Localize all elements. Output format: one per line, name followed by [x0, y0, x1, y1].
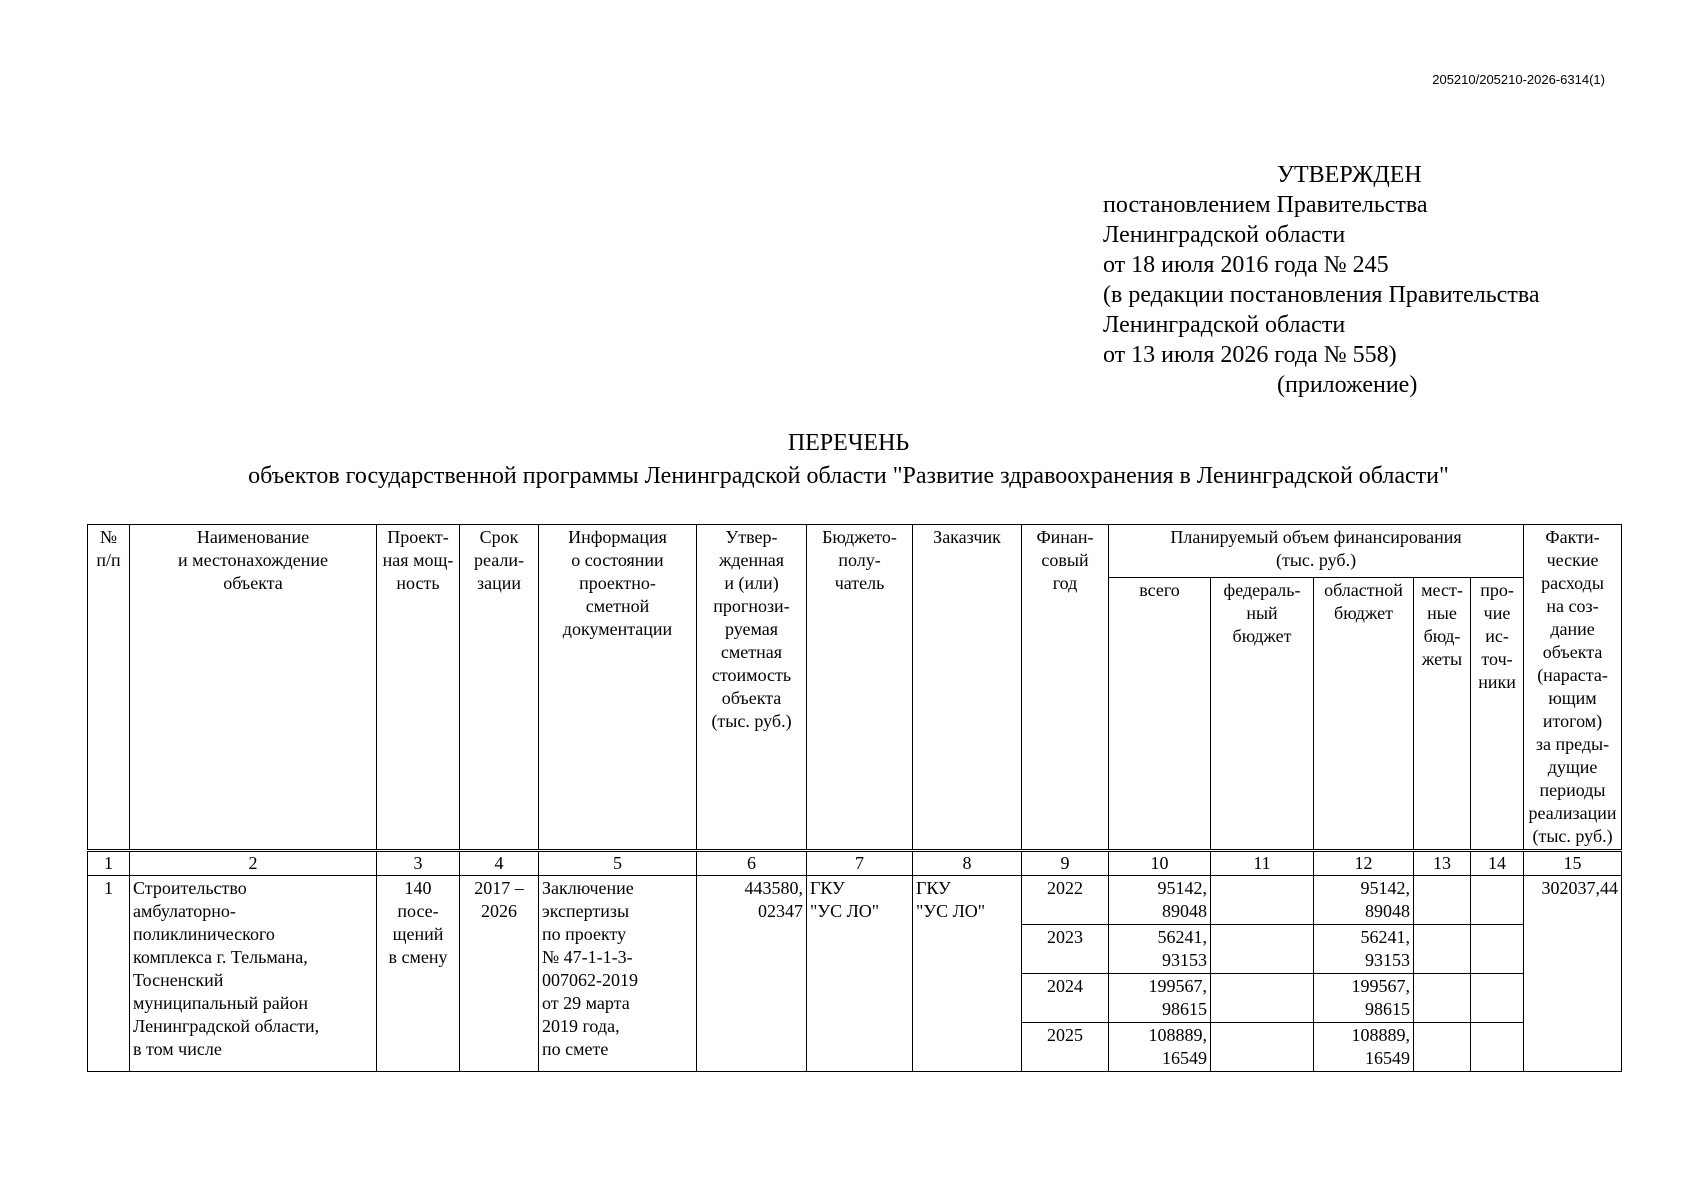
object-customer: ГКУ "УС ЛО"	[913, 876, 1022, 1072]
regional-cell: 199567, 98615	[1314, 974, 1414, 1023]
approval-line: (в редакции постановления Правительства	[1103, 282, 1540, 308]
row-num: 1	[88, 876, 130, 1072]
header-actual: Факти- ческие расходы на соз- дание объекта (нараста- ющим итогом) за преды- дущие периоды реализации (тыс. руб.)	[1524, 525, 1622, 851]
column-number: 4	[460, 851, 539, 876]
column-number: 11	[1211, 851, 1314, 876]
other-cell	[1471, 876, 1524, 925]
regional-cell: 56241, 93153	[1314, 925, 1414, 974]
total-cell: 56241, 93153	[1109, 925, 1211, 974]
column-number: 7	[807, 851, 913, 876]
header-customer: Заказчик	[913, 525, 1022, 851]
column-number: 12	[1314, 851, 1414, 876]
object-docs: Заключение экспертизы по проекту № 47-1-1-3- 007062-2019 от 29 марта 2019 года, по смете	[539, 876, 697, 1072]
other-cell	[1471, 925, 1524, 974]
federal-cell	[1211, 974, 1314, 1023]
header-capacity: Проект- ная мощ- ность	[377, 525, 460, 851]
total-cell: 108889, 16549	[1109, 1023, 1211, 1072]
column-number: 10	[1109, 851, 1211, 876]
column-number: 13	[1414, 851, 1471, 876]
objects-table	[87, 524, 1622, 1072]
column-number: 3	[377, 851, 460, 876]
list-title: ПЕРЕЧЕНЬ	[787, 430, 910, 456]
federal-cell	[1211, 925, 1314, 974]
list-subtitle: объектов государственной программы Ленинградской области "Развитие здравоохранения в Ленинградской области"	[248, 463, 1449, 489]
year-cell: 2025	[1022, 1023, 1109, 1072]
column-number: 5	[539, 851, 697, 876]
year-cell: 2022	[1022, 876, 1109, 925]
header-total: всего	[1109, 578, 1211, 851]
total-cell: 95142, 89048	[1109, 876, 1211, 925]
approval-line: постановлением Правительства	[1103, 192, 1428, 218]
local-cell	[1414, 1023, 1471, 1072]
object-period: 2017 – 2026	[460, 876, 539, 1072]
header-recipient: Бюджето- полу- чатель	[807, 525, 913, 851]
federal-cell	[1211, 876, 1314, 925]
approval-line: от 13 июля 2026 года № 558)	[1103, 342, 1397, 368]
local-cell	[1414, 925, 1471, 974]
local-cell	[1414, 974, 1471, 1023]
other-cell	[1471, 1023, 1524, 1072]
total-cell: 199567, 98615	[1109, 974, 1211, 1023]
column-number: 15	[1524, 851, 1622, 876]
other-cell	[1471, 974, 1524, 1023]
local-cell	[1414, 876, 1471, 925]
year-cell: 2024	[1022, 974, 1109, 1023]
header-planned-financing: Планируемый объем финансирования (тыс. руб.)	[1109, 525, 1524, 578]
regional-cell: 108889, 16549	[1314, 1023, 1414, 1072]
actual-expenses: 302037,44	[1524, 876, 1622, 1072]
header-local: мест- ные бюд- жеты	[1414, 578, 1471, 851]
column-number: 9	[1022, 851, 1109, 876]
object-cost: 443580, 02347	[697, 876, 807, 1072]
object-recipient: ГКУ "УС ЛО"	[807, 876, 913, 1072]
approval-appendix: (приложение)	[1277, 372, 1418, 398]
column-number: 1	[88, 851, 130, 876]
column-number: 2	[130, 851, 377, 876]
column-number: 6	[697, 851, 807, 876]
header-period: Срок реали- зации	[460, 525, 539, 851]
header-regional: областной бюджет	[1314, 578, 1414, 851]
approval-line: от 18 июля 2016 года № 245	[1103, 252, 1389, 278]
regional-cell: 95142, 89048	[1314, 876, 1414, 925]
header-federal: федераль- ный бюджет	[1211, 578, 1314, 851]
header-year: Финан- совый год	[1022, 525, 1109, 851]
column-number-row	[88, 851, 1622, 876]
approval-line: Ленинградской области	[1103, 312, 1346, 338]
federal-cell	[1211, 1023, 1314, 1072]
header-num: № п/п	[88, 525, 130, 851]
approval-line: Ленинградской области	[1103, 222, 1346, 248]
approval-block	[1103, 160, 1540, 400]
header-other: про- чие ис- точ- ники	[1471, 578, 1524, 851]
header-cost: Утвер- жденная и (или) прогнози- руемая сметная стоимость объекта (тыс. руб.)	[697, 525, 807, 851]
table-row	[88, 876, 1622, 925]
object-capacity: 140 посе- щений в смену	[377, 876, 460, 1072]
object-name: Строительство амбулаторно- поликлинического комплекса г. Тельмана, Тосненский муниципальный район Ленинградской области, в том числе	[130, 876, 377, 1072]
approval-title: УТВЕРЖДЕН	[1277, 162, 1422, 188]
year-cell: 2023	[1022, 925, 1109, 974]
header-name: Наименование и местонахождение объекта	[130, 525, 377, 851]
column-number: 14	[1471, 851, 1524, 876]
document-id: 205210/205210-2026-6314(1)	[1432, 72, 1605, 87]
column-number: 8	[913, 851, 1022, 876]
header-docs: Информация о состоянии проектно- сметной документации	[539, 525, 697, 851]
